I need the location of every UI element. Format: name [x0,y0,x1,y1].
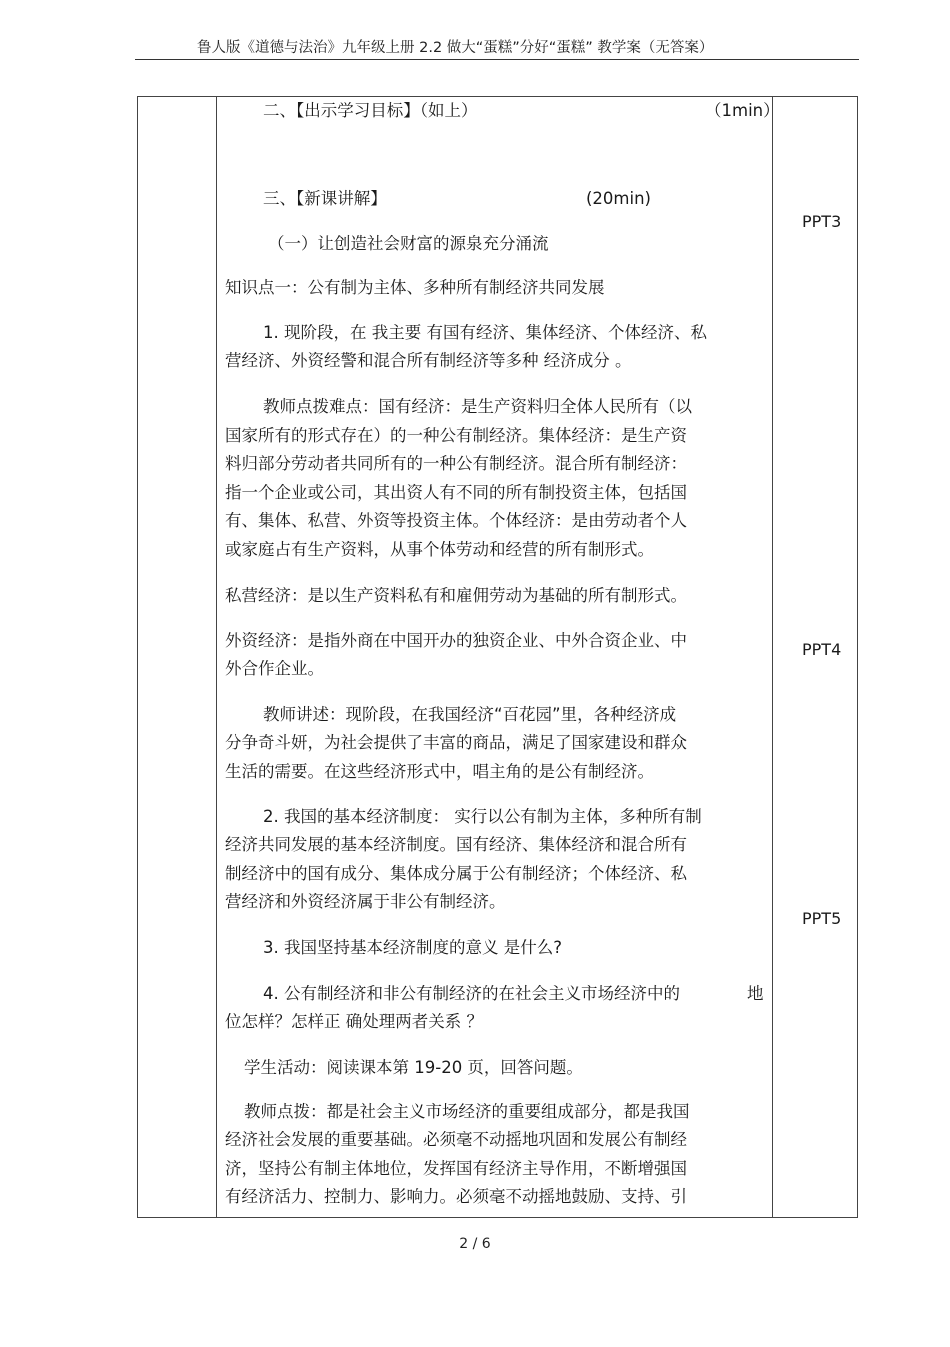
text-line: 地 [747,984,764,1003]
text-line: 有经济活力、控制力、影响力。必须毫不动摇地鼓励、支持、引 [225,1187,687,1206]
text-line: 教师点拨难点：国有经济：是生产资料归全体人民所有（以 [263,397,692,416]
text-line: 4. 公有制经济和非公有制经济的在社会主义市场经济中的 [263,984,680,1003]
text-line: 位怎样？怎样正 确处理两者关系 ？ [225,1012,483,1031]
ppt-label: PPT5 [802,909,842,928]
text-line: 有、集体、私营、外资等投资主体。个体经济：是由劳动者个人 [225,511,687,530]
column-divider [772,97,773,1217]
text-line: 经济社会发展的重要基础。必须毫不动摇地巩固和发展公有制经 [225,1130,687,1149]
text-line: 经济共同发展的基本经济制度。国有经济、集体经济和混合所有 [225,835,687,854]
text-line: 学生活动：阅读课本第 19-20 页，回答问题。 [244,1058,583,1077]
page-number: 2 / 6 [459,1236,491,1252]
text-line: 1. 现阶段，在 我主要 有国有经济、集体经济、个体经济、私 [263,323,707,342]
text-line: 分争奇斗妍，为社会提供了丰富的商品，满足了国家建设和群众 [225,733,687,752]
text-line: 私营经济：是以生产资料私有和雇佣劳动为基础的所有制形式。 [225,586,687,605]
subsection-title: （一）让创造社会财富的源泉充分涌流 [268,234,549,253]
section-title: 三、【新课讲解】 [263,189,387,208]
section-title: 二、【出示学习目标】（如上） [263,101,478,120]
text-line: 生活的需要。在这些经济形式中，唱主角的是公有制经济。 [225,762,654,781]
text-line: 指一个企业或公司，其出资人有不同的所有制投资主体，包括国 [225,483,687,502]
text-line: 2. 我国的基本经济制度： 实行以公有制为主体，多种所有制 [263,807,702,826]
time-label: (20min) [586,189,651,208]
text-line: 3. 我国坚持基本经济制度的意义 是什么? [263,938,562,957]
header-text: 鲁人版《道德与法治》九年级上册 2.2 做大“蛋糕”分好“蛋糕” 教学案（无答案） [197,40,714,56]
text-line: 料归部分劳动者共同所有的一种公有制经济。混合所有制经济： [225,454,687,473]
text-line: 制经济中的国有成分、集体成分属于公有制经济；个体经济、私 [225,864,687,883]
ppt-label: PPT3 [802,212,842,231]
text-line: 外合作企业。 [225,659,324,678]
lesson-table [137,96,858,1218]
text-line: 国家所有的形式存在）的一种公有制经济。集体经济：是生产资 [225,426,687,445]
column-divider [216,97,217,1217]
page-header [135,33,859,60]
text-line: 营经济和外资经济属于非公有制经济。 [225,892,506,911]
text-line: 济，坚持公有制主体地位，发挥国有经济主导作用，不断增强国 [225,1159,687,1178]
ppt-label: PPT4 [802,640,842,659]
time-label: （1min） [705,101,780,120]
text-line: 营经济、外资经警和混合所有制经济等多种 经济成分 。 [225,351,632,370]
text-line: 教师点拨：都是社会主义市场经济的重要组成部分，都是我国 [244,1102,690,1121]
knowledge-point-title: 知识点一：公有制为主体、多种所有制经济共同发展 [225,278,605,297]
text-line: 外资经济：是指外商在中国开办的独资企业、中外合资企业、中 [225,631,687,650]
text-line: 教师讲述：现阶段，在我国经济“百花园”里，各种经济成 [263,705,677,724]
text-line: 或家庭占有生产资料，从事个体劳动和经营的所有制形式。 [225,540,654,559]
